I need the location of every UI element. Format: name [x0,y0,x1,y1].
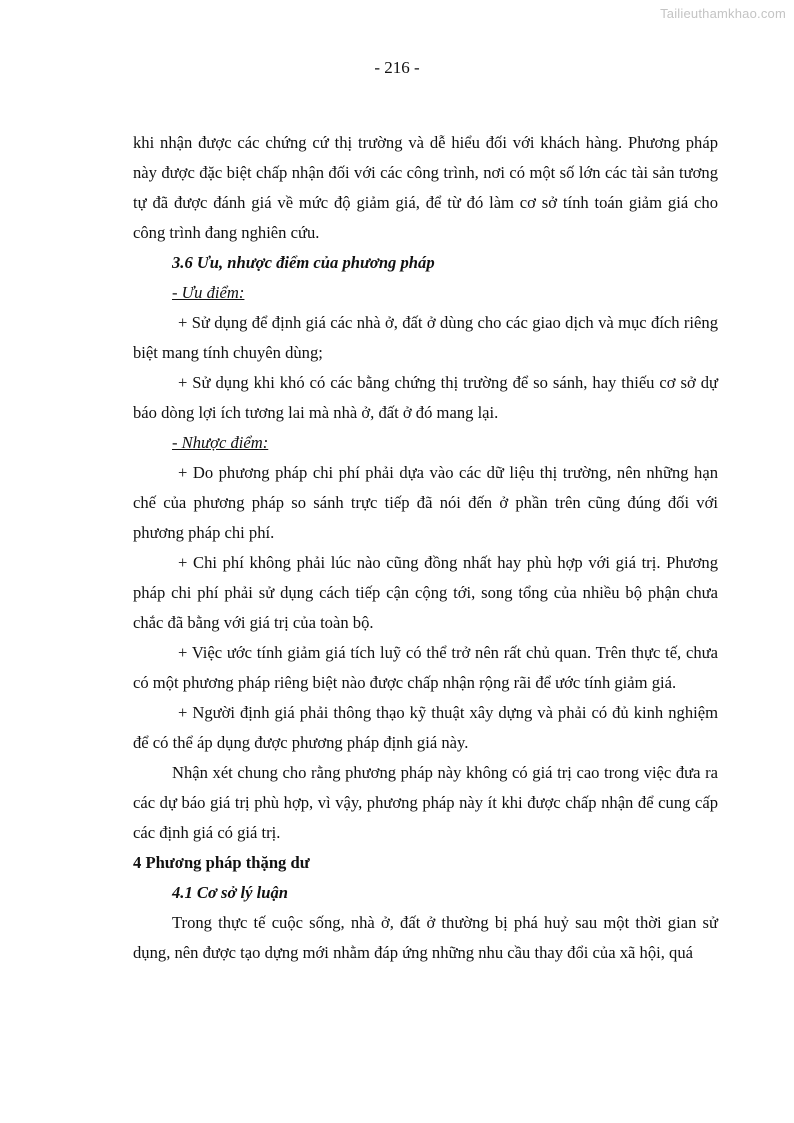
intro-paragraph: khi nhận được các chứng cứ thị trường và dễ hiểu đối với khách hàng. Phương pháp này được đặc biệt chấp nhận đối với các công trình, nơi có một số lớn các tài sản tương tự đã được đánh giá về mức độ giảm giá, để từ đó làm cơ sở tính toán giảm giá cho công trình đang nghiên cứu. [133,133,718,242]
disadvantages-label: - Nhược điểm: [172,433,269,452]
final-paragraph: Trong thực tế cuộc sống, nhà ở, đất ở thường bị phá huỷ sau một thời gian sử dụng, nên được tạo dựng mới nhằm đáp ứng những nhu cầu thay đổi của xã hội, quá [133,913,718,962]
disadvantage-item-2: + Chi phí không phải lúc nào cũng đồng nhất hay phù hợp với giá trị. Phương pháp chi phí phải sử dụng cách tiếp cận cộng tới, song tổng của nhiều bộ phận chưa chắc đã bằng với giá trị của toàn bộ. [133,553,718,632]
advantage-item-2: + Sử dụng khi khó có các bằng chứng thị trường để so sánh, hay thiếu cơ sở dự báo dòng lợi ích tương lai mà nhà ở, đất ở đó mang lại. [133,373,718,422]
advantages-label: - Ưu điểm: [172,283,245,302]
advantage-item-1: + Sử dụng để định giá các nhà ở, đất ở dùng cho các giao dịch và mục đích riêng biệt mang tính chuyên dùng; [133,313,718,362]
disadvantage-item-1: + Do phương pháp chi phí phải dựa vào các dữ liệu thị trường, nên những hạn chế của phương pháp so sánh trực tiếp đã nói đến ở phần trên cũng đúng đối với phương pháp chi phí. [133,463,718,542]
disadvantage-item-3: + Việc ước tính giảm giá tích luỹ có thể trở nên rất chủ quan. Trên thực tế, chưa có một phương pháp riêng biệt nào được chấp nhận rộng rãi để ước tính giảm giá. [133,643,718,692]
heading-3-6: 3.6 Ưu, nhược điểm của phương pháp [172,253,435,272]
watermark: Tailieuthamkhao.com [660,6,786,21]
disadvantage-item-4: + Người định giá phải thông thạo kỹ thuật xây dựng và phải có đủ kinh nghiệm để có thể áp dụng được phương pháp định giá này. [133,703,718,752]
document-body [133,128,718,968]
heading-4-1: 4.1 Cơ sở lý luận [172,883,289,902]
conclusion-paragraph: Nhận xét chung cho rằng phương pháp này không có giá trị cao trong việc đưa ra các dự báo giá trị phù hợp, vì vậy, phương pháp này ít khi được chấp nhận để cung cấp các định giá có giá trị. [133,763,718,842]
heading-4: 4 Phương pháp thặng dư [133,853,310,872]
page-number: - 216 - [374,58,420,77]
